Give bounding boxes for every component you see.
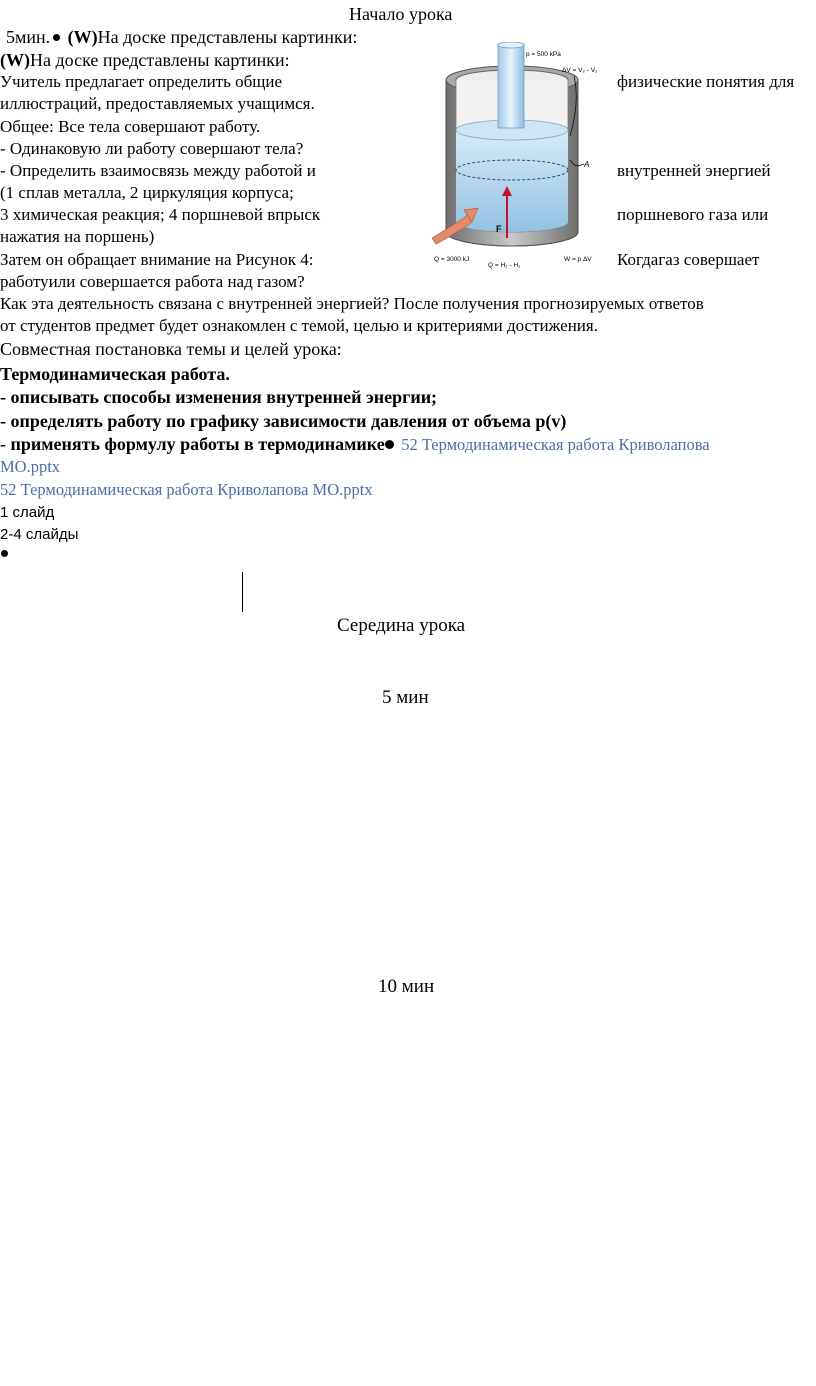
bullet-icon (1, 550, 8, 557)
line-illustrations: иллюстраций, предоставляемых учащимся. (0, 94, 315, 113)
line-teacher-right: физические понятия для (617, 72, 795, 91)
line-relation-right: внутренней энергией (617, 161, 771, 180)
line-list-2-right: поршневого газа или (617, 205, 769, 224)
middle-heading: Середина урока (337, 615, 466, 636)
line-question: - Одинаковую ли работу совершают тела? (0, 139, 304, 158)
line-figure-right: Когдагаз совершает (617, 250, 760, 269)
presentation-link-1-cont[interactable]: МО.pptx (0, 457, 61, 476)
intro-board-text: На доске представлены картинки: (97, 27, 358, 47)
middle-time-10: 10 мин (378, 976, 435, 997)
presentation-link-2[interactable]: 52 Термодинамическая работа Криволапова МО.pptx (0, 480, 373, 499)
line-list-1: (1 сплав металла, 2 циркуляция корпуса; (0, 183, 294, 202)
pressure-label: p = 500 kPa (526, 51, 561, 58)
line-students: от студентов предмет будет ознакомлен с темой, целью и критериями достижения. (0, 316, 598, 335)
page-title: Начало урока (349, 4, 453, 24)
bullet-icon (385, 440, 394, 449)
line-list-3: нажатия на поршень) (0, 227, 155, 246)
line-teacher-left: Учитель предлагает определить общие (0, 72, 282, 91)
line-list-2-left: 3 химическая реакция; 4 поршневой впрыск (0, 205, 321, 224)
divider-line (242, 572, 243, 612)
board-line (0, 49, 290, 71)
intro-w-label: (W) (67, 27, 98, 47)
board-text: На доске представлены картинки: (30, 50, 290, 70)
middle-time-5: 5 мин (382, 687, 429, 708)
goal-3: - применять формулу работы в термодинамике (0, 434, 385, 454)
force-label: F (496, 224, 502, 234)
work-formula-label: W = p ΔV (564, 256, 592, 263)
board-w-label: (W) (0, 50, 30, 70)
line-joint-goals: Совместная постановка темы и целей урока: (0, 339, 342, 359)
intro-time: 5мин. (6, 27, 51, 47)
volume-change-label: ΔV = V₂ - V₁ (562, 67, 598, 74)
goal-3-line (0, 433, 710, 456)
slide-note-2: 2-4 слайды (0, 526, 79, 543)
heat-label: Q = 3000 kJ (434, 256, 470, 263)
line-figure-left: Затем он обращает внимание на Рисунок 4: (0, 250, 314, 269)
piston-cylinder-figure (424, 42, 612, 274)
line-work-question: работуили совершается работа над газом? (0, 272, 305, 291)
bullet-icon (53, 34, 60, 41)
goal-2: - определять работу по графику зависимости давления от объема p(v) (0, 411, 567, 431)
enthalpy-label: Q = H₂ - H₁ (488, 262, 521, 269)
area-label: A (584, 160, 590, 169)
presentation-link-1[interactable]: 52 Термодинамическая работа Криволапова (401, 435, 710, 454)
line-activity: Как эта деятельность связана с внутренней энергией? После получения прогнозируемых ответов (0, 294, 704, 313)
line-relation-left: - Определить взаимосвязь между работой и (0, 161, 316, 180)
slide-note-1: 1 слайд (0, 504, 55, 521)
goal-1: - описывать способы изменения внутренней энергии; (0, 387, 438, 407)
line-common: Общее: Все тела совершают работу. (0, 117, 261, 136)
intro-line (6, 26, 357, 48)
lesson-topic: Термодинамическая работа. (0, 364, 230, 384)
